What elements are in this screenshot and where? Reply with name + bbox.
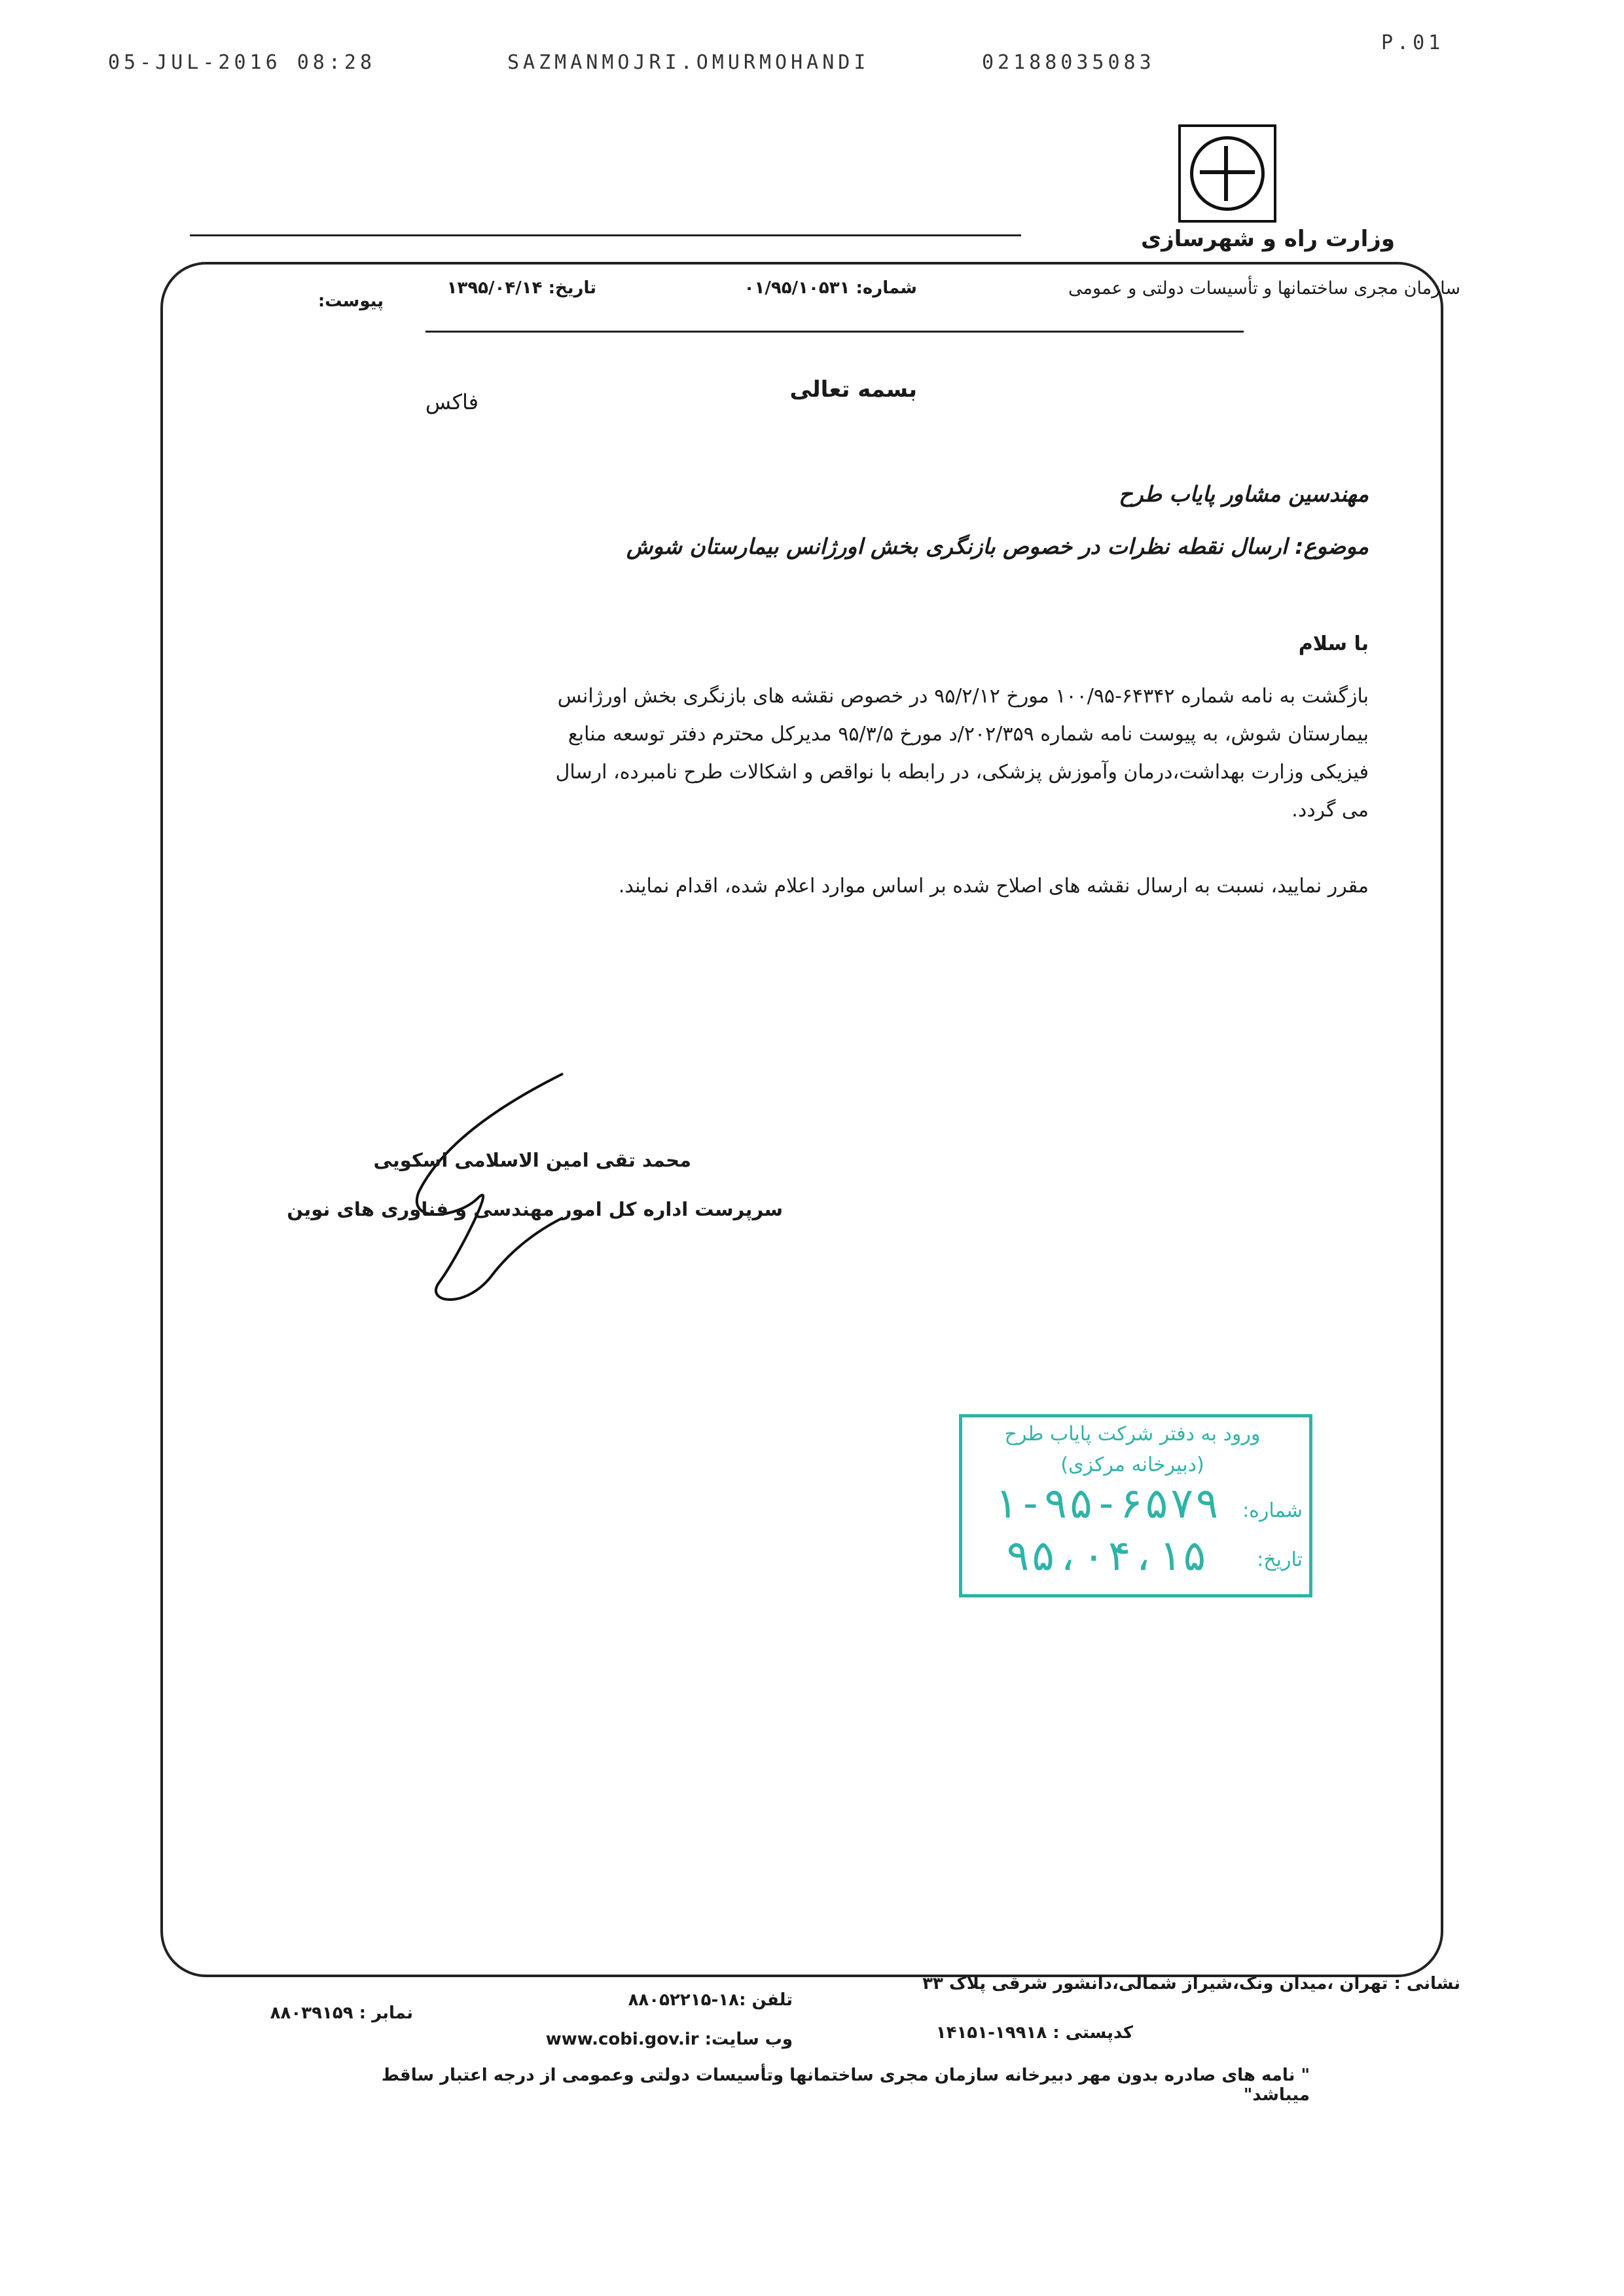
footer-address: نشانی : تهران ،میدان ونک،شیراز شمالی،دانشور شرقی پلاک ۳۳ — [922, 1974, 1460, 1994]
request-line: مقرر نمایید، نسبت به ارسال نقشه های اصلاح شده بر اساس موارد اعلام شده، اقدام نمایند. — [618, 875, 1369, 898]
body-line: می گردد. — [1291, 799, 1369, 822]
stamp-line2: (دبیرخانه مرکزی) — [1060, 1453, 1204, 1476]
organization-name: سازمان مجری ساختمانها و تأسیسات دولتی و عمومی — [1068, 278, 1460, 299]
fax-datetime: 05-JUL-2016 08:28 — [108, 51, 376, 74]
body-line: فیزیکی وزارت بهداشت،درمان وآموزش پزشکی، در رابطه با نواقص و اشکالات طرح نامبرده، ارسال — [555, 761, 1369, 784]
body-line: بیمارستان شوش، به پیوست نامه شماره ۲۰۲/۳۵۹/د مورخ ۹۵/۳/۵ مدیرکل محترم دفتر توسعه منابع — [568, 723, 1369, 746]
letter-frame — [160, 262, 1443, 1977]
footer-phone: تلفن :۱۸-۸۸۰۵۲۲۱۵ — [628, 1990, 793, 2010]
footer-website-url[interactable]: www.cobi.gov.ir — [545, 2030, 699, 2049]
signatory-title: سرپرست اداره کل امور مهندسی و فناوری های نوین — [287, 1198, 783, 1220]
stamp-number-value: ۱-۹۵-۶۵۷۹ — [992, 1480, 1220, 1528]
letter-body — [230, 678, 1369, 829]
stamp-date-label: تاریخ: — [1257, 1548, 1303, 1571]
letter-date-label: تاریخ: — [548, 278, 596, 298]
letter-number-value: ۰۱/۹۵/۱۰۵۳۱ — [744, 278, 850, 298]
invocation: بسمه تعالی — [789, 376, 917, 403]
stamp-date-value: ۹۵،۰۴،۱۵ — [1005, 1532, 1208, 1580]
body-line: بازگشت به نامه شماره ۶۴۳۴۲-۱۰۰/۹۵ مورخ ۹۵/۲/۱۲ در خصوص نقشه های بازنگری بخش اورژانس — [557, 685, 1369, 708]
footer-fax: نمابر : ۸۸۰۳۹۱۵۹ — [270, 2003, 413, 2023]
recipient: مهندسین مشاور پایاب طرح — [1119, 481, 1369, 507]
greeting: با سلام — [1298, 632, 1369, 655]
fax-sender: SAZMANMOJRI.OMURMOHANDI — [507, 51, 870, 74]
ministry-logo-icon — [1178, 124, 1276, 223]
ministry-name: وزارت راه و شهرسازی — [1140, 226, 1395, 252]
received-stamp — [959, 1414, 1312, 1597]
footer-website — [465, 2030, 793, 2049]
stamp-line1: ورود به دفتر شرکت پایاب طرح — [1004, 1423, 1261, 1446]
fax-page: P.01 — [1381, 31, 1445, 54]
fax-phone: 02188035083 — [982, 51, 1155, 74]
footer-postal: کدپستی : ۱۹۹۱۸-۱۴۱۵۱ — [935, 2023, 1133, 2043]
fax-label: فاکس — [425, 390, 478, 414]
subject-line: موضوع: ارسال نقطه نظرات در خصوص بازنگری بخش اورژانس بیمارستان شوش — [626, 534, 1369, 559]
letter-number-label: شماره: — [856, 278, 917, 298]
letter-date-value: ۱۳۹۵/۰۴/۱۴ — [446, 278, 543, 298]
footer-website-label: وب سایت: — [704, 2030, 793, 2049]
signatory-name: محمد تقی امین الاسلامی اسکویی — [373, 1149, 691, 1171]
header-divider — [190, 234, 1021, 236]
stamp-number-label: شماره: — [1242, 1499, 1303, 1522]
footer-notice: " نامه های صادره بدون مهر دبیرخانه سازمان مجری ساختمانها وتأسیسات دولتی وعمومی از درجه اعتبار ساقط میباشد" — [381, 2066, 1310, 2105]
attachment-label: پیوست: — [317, 291, 384, 311]
